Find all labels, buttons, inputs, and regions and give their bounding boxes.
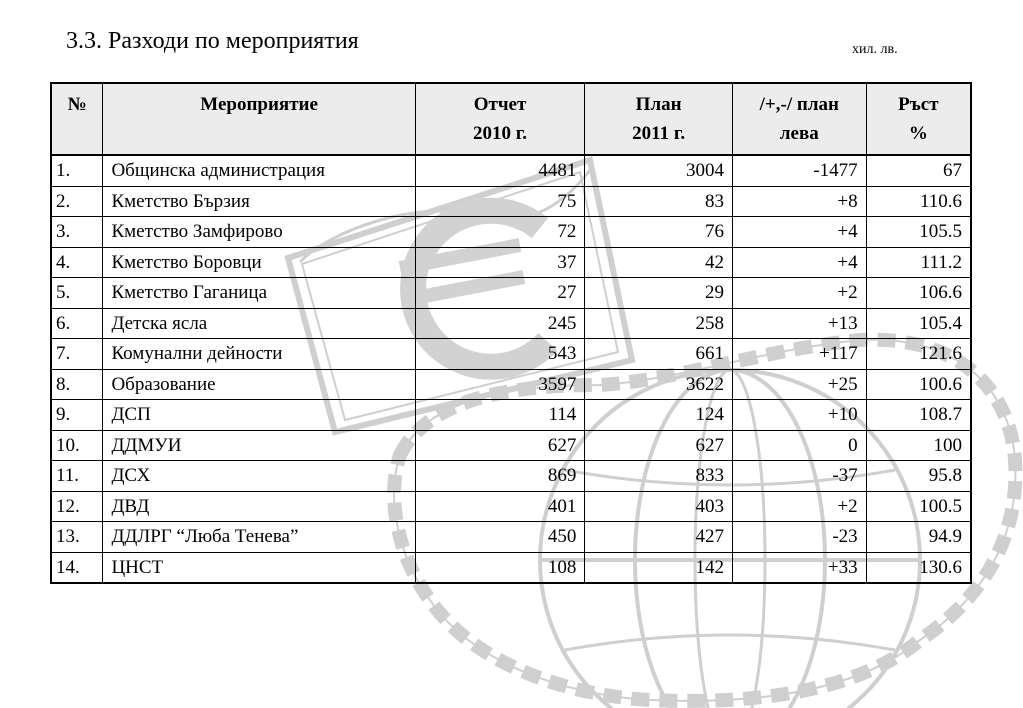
cell-plan: 124	[585, 400, 733, 431]
table-row	[51, 369, 971, 400]
cell-report: 108	[415, 552, 585, 583]
cell-activity: Кметство Боровци	[103, 247, 415, 278]
cell-growth: 108.7	[866, 400, 971, 431]
table-row	[51, 217, 971, 248]
cell-activity: Общинска администрация	[103, 155, 415, 186]
cell-growth: 121.6	[866, 339, 971, 370]
cell-growth: 94.9	[866, 522, 971, 553]
cell-growth: 111.2	[866, 247, 971, 278]
table-row	[51, 308, 971, 339]
cell-activity: Комунални дейности	[103, 339, 415, 370]
column-header-number: №	[51, 83, 103, 155]
table-row	[51, 552, 971, 583]
cell-growth: 100.5	[866, 491, 971, 522]
cell-growth: 100	[866, 430, 971, 461]
cell-plan: 661	[585, 339, 733, 370]
cell-activity: ДСХ	[103, 461, 415, 492]
cell-report: 114	[415, 400, 585, 431]
cell-difference: +13	[732, 308, 866, 339]
cell-plan: 3004	[585, 155, 733, 186]
cell-activity: ДСП	[103, 400, 415, 431]
cell-number: 6.	[51, 308, 103, 339]
cell-report: 72	[415, 217, 585, 248]
cell-number: 12.	[51, 491, 103, 522]
cell-report: 27	[415, 278, 585, 309]
section-title: 3.3. Разходи по мероприятия	[66, 28, 359, 54]
cell-report: 401	[415, 491, 585, 522]
cell-difference: 0	[732, 430, 866, 461]
cell-activity: ДДЛРГ “Люба Тенева”	[103, 522, 415, 553]
cell-report: 75	[415, 186, 585, 217]
cell-plan: 83	[585, 186, 733, 217]
table-row	[51, 247, 971, 278]
cell-plan: 3622	[585, 369, 733, 400]
cell-number: 9.	[51, 400, 103, 431]
cell-activity: Кметство Гаганица	[103, 278, 415, 309]
cell-number: 1.	[51, 155, 103, 186]
cell-activity: Детска ясла	[103, 308, 415, 339]
cell-growth: 110.6	[866, 186, 971, 217]
cell-growth: 100.6	[866, 369, 971, 400]
table-row	[51, 278, 971, 309]
cell-plan: 76	[585, 217, 733, 248]
cell-growth: 105.5	[866, 217, 971, 248]
cell-number: 10.	[51, 430, 103, 461]
cell-difference: +4	[732, 217, 866, 248]
table-row	[51, 186, 971, 217]
cell-plan: 403	[585, 491, 733, 522]
table-row	[51, 461, 971, 492]
units-label: хил. лв.	[852, 42, 898, 57]
table-row	[51, 339, 971, 370]
cell-difference: +2	[732, 278, 866, 309]
cell-plan: 258	[585, 308, 733, 339]
cell-difference: -37	[732, 461, 866, 492]
cell-report: 4481	[415, 155, 585, 186]
cell-difference: +10	[732, 400, 866, 431]
cell-difference: +117	[732, 339, 866, 370]
cell-difference: +8	[732, 186, 866, 217]
cell-activity: ДВД	[103, 491, 415, 522]
cell-report: 450	[415, 522, 585, 553]
column-header-difference: /+,-/ план лева	[732, 83, 866, 155]
cell-number: 7.	[51, 339, 103, 370]
cell-difference: -1477	[732, 155, 866, 186]
cell-activity: Кметство Бързия	[103, 186, 415, 217]
cell-number: 2.	[51, 186, 103, 217]
table-row	[51, 400, 971, 431]
cell-report: 3597	[415, 369, 585, 400]
cell-activity: ЦНСТ	[103, 552, 415, 583]
cell-number: 4.	[51, 247, 103, 278]
cell-number: 5.	[51, 278, 103, 309]
cell-report: 869	[415, 461, 585, 492]
cell-report: 543	[415, 339, 585, 370]
cell-growth: 95.8	[866, 461, 971, 492]
column-header-growth: Ръст %	[866, 83, 971, 155]
cell-growth: 130.6	[866, 552, 971, 583]
table-row	[51, 522, 971, 553]
table-row	[51, 155, 971, 186]
cell-report: 245	[415, 308, 585, 339]
cell-difference: +33	[732, 552, 866, 583]
cell-number: 11.	[51, 461, 103, 492]
cell-difference: +25	[732, 369, 866, 400]
cell-plan: 833	[585, 461, 733, 492]
cell-growth: 106.6	[866, 278, 971, 309]
cell-difference: -23	[732, 522, 866, 553]
cell-plan: 427	[585, 522, 733, 553]
column-header-plan: План 2011 г.	[585, 83, 733, 155]
cell-number: 13.	[51, 522, 103, 553]
cell-difference: +2	[732, 491, 866, 522]
table-header	[51, 83, 971, 155]
cell-growth: 67	[866, 155, 971, 186]
cell-number: 3.	[51, 217, 103, 248]
cell-plan: 29	[585, 278, 733, 309]
cell-growth: 105.4	[866, 308, 971, 339]
cell-activity: Кметство Замфирово	[103, 217, 415, 248]
expenses-table	[50, 82, 972, 584]
cell-plan: 142	[585, 552, 733, 583]
column-header-report: Отчет 2010 г.	[415, 83, 585, 155]
column-header-activity: Мероприятие	[103, 83, 415, 155]
cell-number: 14.	[51, 552, 103, 583]
cell-report: 37	[415, 247, 585, 278]
cell-number: 8.	[51, 369, 103, 400]
cell-activity: Образование	[103, 369, 415, 400]
cell-difference: +4	[732, 247, 866, 278]
cell-plan: 42	[585, 247, 733, 278]
cell-activity: ДДМУИ	[103, 430, 415, 461]
table-row	[51, 491, 971, 522]
cell-report: 627	[415, 430, 585, 461]
cell-plan: 627	[585, 430, 733, 461]
table-row	[51, 430, 971, 461]
table-body	[51, 155, 971, 583]
